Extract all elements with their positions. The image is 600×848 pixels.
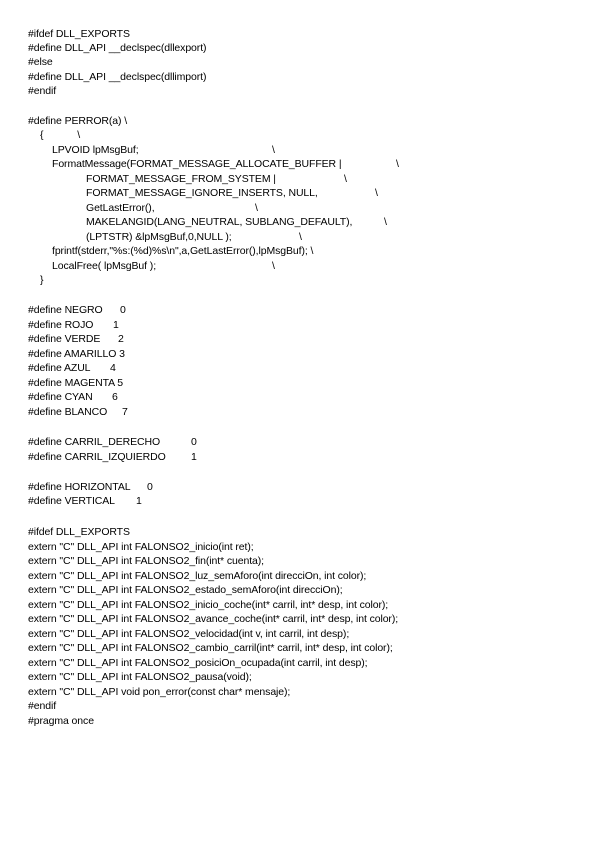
code-line: #define ROJO	[28, 319, 94, 331]
code-line: #else	[28, 56, 53, 68]
define-value: 1	[113, 319, 119, 331]
code-line: (LPTSTR) &lpMsgBuf,0,NULL );	[86, 231, 232, 243]
code-line: #endif	[28, 85, 57, 97]
code-line: LocalFree( lpMsgBuf );	[52, 260, 157, 272]
code-line: #define HORIZONTAL	[28, 481, 131, 493]
code-line: extern "C" DLL_API int FALONSO2_velocidad(int v, int carril, int desp);	[28, 628, 350, 640]
code-line: fprintf(stderr,"%s:(%d)%s\n",a,GetLastError(),lpMsgBuf); \	[52, 245, 314, 257]
define-value: 0	[191, 436, 197, 448]
code-line-continuation: \	[344, 173, 347, 185]
code-line-continuation: \	[384, 216, 387, 228]
code-line-continuation: \	[255, 202, 258, 214]
code-line: extern "C" DLL_API int FALONSO2_inicio_coche(int* carril, int* desp, int color);	[28, 599, 389, 611]
code-line: #define CARRIL_DERECHO	[28, 436, 161, 448]
code-line: #pragma once	[28, 715, 94, 727]
code-line-continuation: \	[396, 158, 399, 170]
code-line: #define DLL_API __declspec(dllexport)	[28, 42, 207, 54]
define-value: 7	[122, 406, 128, 418]
code-line: #define CYAN	[28, 391, 93, 403]
define-value: 0	[120, 304, 126, 316]
define-value: 2	[118, 333, 124, 345]
code-line: FORMAT_MESSAGE_FROM_SYSTEM |	[86, 173, 276, 185]
code-line-continuation: \	[375, 187, 378, 199]
code-line: extern "C" DLL_API int FALONSO2_estado_semAforo(int direcciOn);	[28, 584, 343, 596]
code-line: #define AMARILLO 3	[28, 348, 125, 360]
code-line: #define CARRIL_IZQUIERDO	[28, 451, 166, 463]
code-line: extern "C" DLL_API void pon_error(const char* mensaje);	[28, 686, 291, 698]
define-value: 6	[112, 391, 118, 403]
define-value: 1	[191, 451, 197, 463]
code-line: #ifdef DLL_EXPORTS	[28, 526, 130, 538]
code-line: #define DLL_API __declspec(dllimport)	[28, 71, 207, 83]
define-value: 4	[110, 362, 116, 374]
code-line: FORMAT_MESSAGE_IGNORE_INSERTS, NULL,	[86, 187, 318, 199]
code-line: }	[40, 274, 44, 286]
code-line: extern "C" DLL_API int FALONSO2_avance_coche(int* carril, int* desp, int color);	[28, 613, 399, 625]
code-line: #ifdef DLL_EXPORTS	[28, 28, 130, 40]
code-line: MAKELANGID(LANG_NEUTRAL, SUBLANG_DEFAULT),	[86, 216, 353, 228]
code-line: #define AZUL	[28, 362, 91, 374]
code-line: #define PERROR(a) \	[28, 115, 128, 127]
code-line: #define VERTICAL	[28, 495, 115, 507]
code-line: GetLastError(),	[86, 202, 155, 214]
code-line: { \	[40, 129, 81, 141]
code-line: extern "C" DLL_API int FALONSO2_pausa(void);	[28, 671, 252, 683]
code-line-continuation: \	[272, 260, 275, 272]
code-line: LPVOID lpMsgBuf;	[52, 144, 139, 156]
code-line: extern "C" DLL_API int FALONSO2_fin(int* cuenta);	[28, 555, 265, 567]
define-value: 1	[136, 495, 142, 507]
code-line: extern "C" DLL_API int FALONSO2_luz_semAforo(int direcciOn, int color);	[28, 570, 367, 582]
code-line: #define BLANCO	[28, 406, 108, 418]
code-line: #endif	[28, 700, 57, 712]
code-line: extern "C" DLL_API int FALONSO2_posiciOn_ocupada(int carril, int desp);	[28, 657, 368, 669]
code-line: FormatMessage(FORMAT_MESSAGE_ALLOCATE_BUFFER |	[52, 158, 342, 170]
code-line: extern "C" DLL_API int FALONSO2_cambio_carril(int* carril, int* desp, int color);	[28, 642, 393, 654]
code-line: extern "C" DLL_API int FALONSO2_inicio(int ret);	[28, 541, 254, 553]
define-value: 0	[147, 481, 153, 493]
code-line: #define NEGRO	[28, 304, 103, 316]
code-line-continuation: \	[272, 144, 275, 156]
code-line: #define MAGENTA 5	[28, 377, 123, 389]
code-line-continuation: \	[299, 231, 302, 243]
code-line: #define VERDE	[28, 333, 101, 345]
